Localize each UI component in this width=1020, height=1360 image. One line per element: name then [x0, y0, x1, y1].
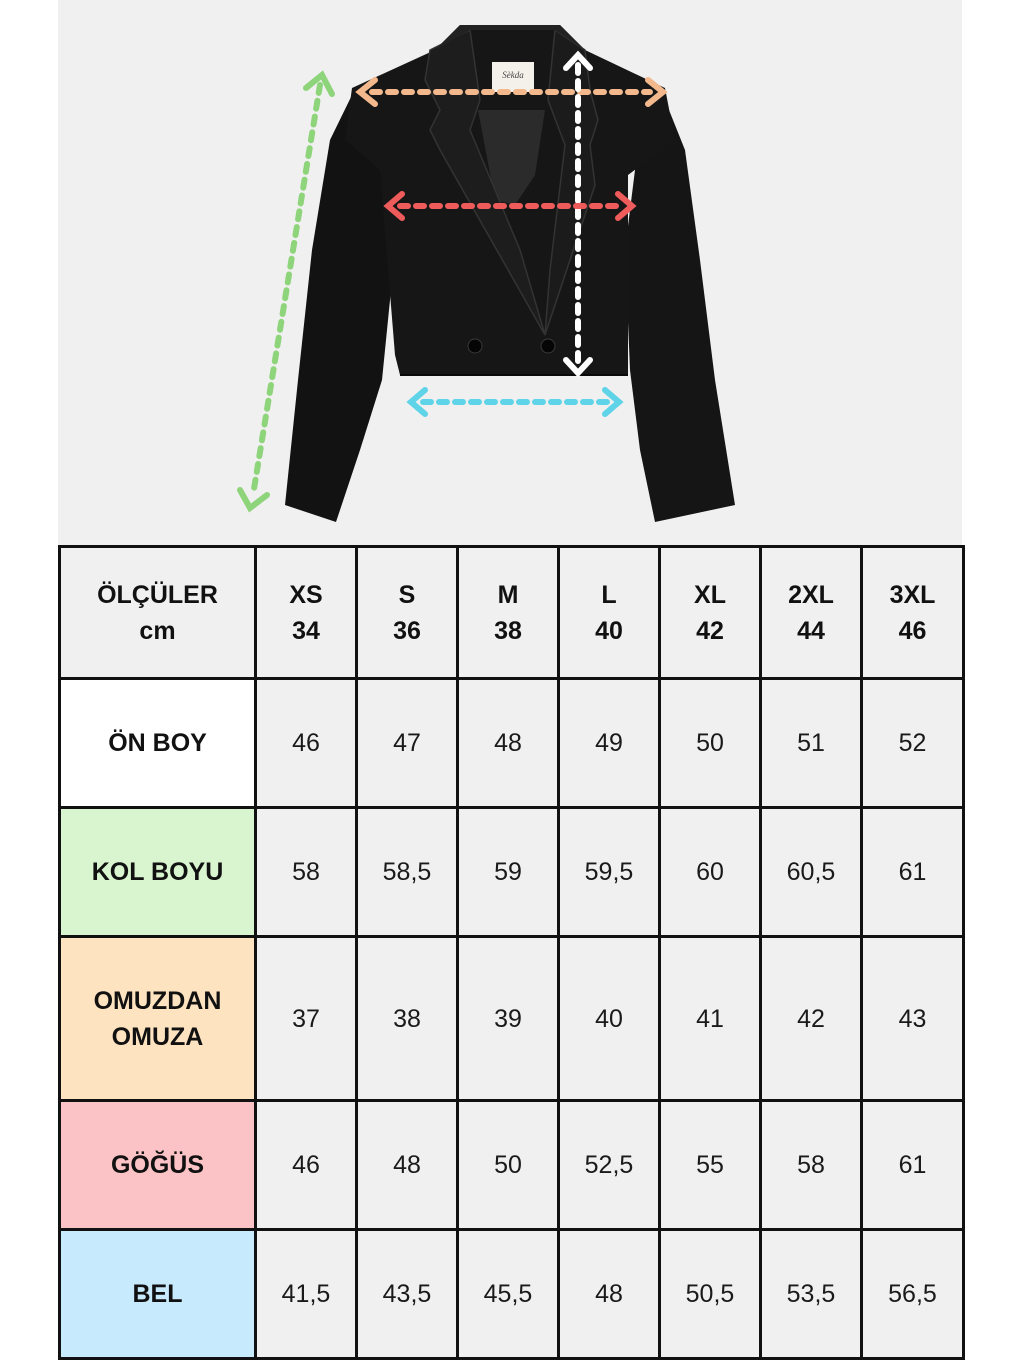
table-cell: 42 [761, 937, 862, 1101]
row-label-text: OMUZDAN [93, 986, 222, 1015]
table-cell: 58,5 [357, 808, 458, 937]
table-cell: 43 [862, 937, 964, 1101]
size-number: 34 [292, 616, 320, 645]
jacket-diagram [58, 0, 962, 545]
brand-label-logo: Sèkda [502, 70, 524, 80]
size-number: 36 [393, 616, 421, 645]
waist-width-arrow [411, 390, 619, 414]
size-header-m [458, 547, 559, 679]
jacket-shape [285, 25, 735, 522]
table-cell: 38 [357, 937, 458, 1101]
size-letter: M [497, 580, 519, 609]
size-number: 42 [696, 616, 724, 645]
table-cell: 53,5 [761, 1230, 862, 1359]
size-number: 46 [898, 616, 927, 645]
row-label-bel [60, 1230, 256, 1359]
table-cell: 50,5 [660, 1230, 761, 1359]
table-cell: 50 [458, 1101, 559, 1230]
table-cell: 43,5 [357, 1230, 458, 1359]
size-header-s [357, 547, 458, 679]
header-label-cell [60, 547, 256, 679]
row-label-omuzdan-omuza [60, 937, 256, 1101]
size-letter: 3XL [889, 580, 936, 609]
table-cell: 39 [458, 937, 559, 1101]
table-cell: 52 [862, 679, 964, 808]
size-number: 40 [595, 616, 623, 645]
size-letter: 2XL [788, 580, 834, 609]
table-cell: 48 [559, 1230, 660, 1359]
header-unit: cm [139, 616, 176, 645]
size-header-3xl [862, 547, 964, 679]
table-cell: 52,5 [559, 1101, 660, 1230]
table-cell: 59 [458, 808, 559, 937]
table-cell: 55 [660, 1101, 761, 1230]
table-cell: 48 [357, 1101, 458, 1230]
size-number: 38 [494, 616, 522, 645]
table-cell: 45,5 [458, 1230, 559, 1359]
size-number: 44 [797, 616, 825, 645]
table-row-omuzdan-omuza [60, 937, 964, 1101]
size-chart-table [58, 545, 965, 1360]
table-cell: 50 [660, 679, 761, 808]
row-label-text-line2: OMUZA [111, 1022, 204, 1051]
table-cell: 47 [357, 679, 458, 808]
header-label: ÖLÇÜLER [97, 580, 218, 609]
jacket-illustration [58, 0, 962, 545]
size-header-xl [660, 547, 761, 679]
row-label-text: ÖN BOY [108, 729, 207, 757]
table-cell: 40 [559, 937, 660, 1101]
row-label-gogus [60, 1101, 256, 1230]
row-label-text: KOL BOYU [91, 858, 224, 886]
table-cell: 58 [256, 808, 357, 937]
table-row-gogus [60, 1101, 964, 1230]
table-cell: 41 [660, 937, 761, 1101]
size-header-2xl [761, 547, 862, 679]
table-cell: 60,5 [761, 808, 862, 937]
table-cell: 48 [458, 679, 559, 808]
row-label-on-boy [60, 679, 256, 808]
table-cell: 37 [256, 937, 357, 1101]
table-cell: 60 [660, 808, 761, 937]
table-cell: 58 [761, 1101, 862, 1230]
size-header-l [559, 547, 660, 679]
size-letter: S [398, 580, 416, 609]
table-cell: 49 [559, 679, 660, 808]
table-row-kol-boyu [60, 808, 964, 937]
size-letter: XS [289, 580, 323, 609]
size-letter: XL [694, 580, 726, 609]
table-cell: 56,5 [862, 1230, 964, 1359]
table-cell: 61 [862, 808, 964, 937]
table-cell: 41,5 [256, 1230, 357, 1359]
table-cell: 46 [256, 679, 357, 808]
header-row [60, 547, 964, 679]
table-row-bel [60, 1230, 964, 1359]
table-row-on-boy [60, 679, 964, 808]
table-cell: 61 [862, 1101, 964, 1230]
table-cell: 51 [761, 679, 862, 808]
size-header-xs [256, 547, 357, 679]
row-label-text: GÖĞÜS [110, 1151, 205, 1179]
row-label-kol-boyu [60, 808, 256, 937]
size-letter: L [601, 580, 617, 609]
table-cell: 46 [256, 1101, 357, 1230]
table-cell: 59,5 [559, 808, 660, 937]
row-label-text: BEL [132, 1280, 183, 1308]
